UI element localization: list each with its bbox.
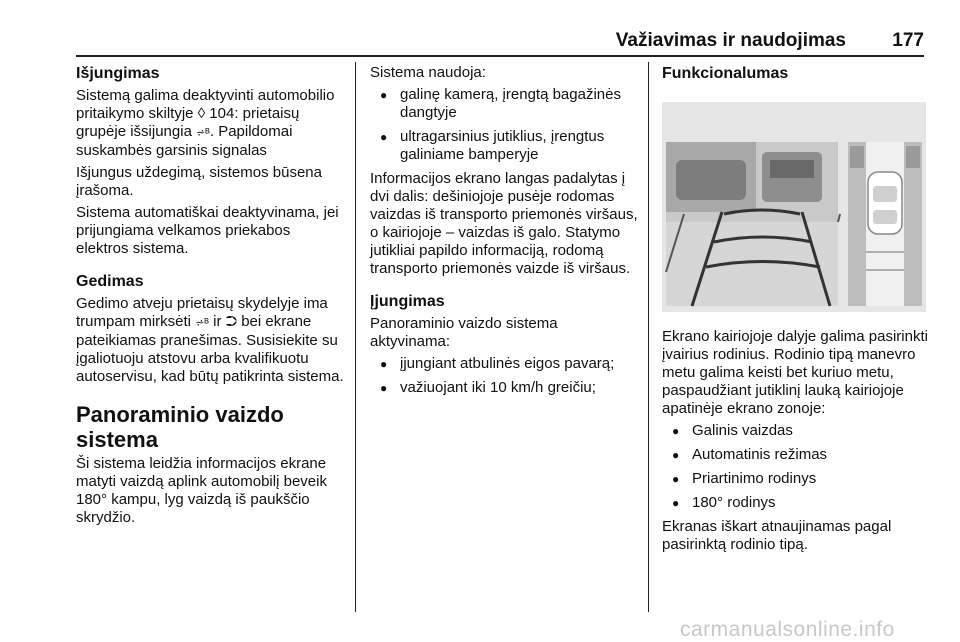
paragraph-panoramic-intro: Ši sistema leidžia informacijos ekrane matyti vaizdą aplink automobilį beveik 180° kampu, lyg vaizdą iš paukščio skrydžio.	[76, 455, 327, 526]
paragraph-activation: Panoraminio vaizdo sistema aktyvinama:	[370, 315, 558, 350]
rear-camera-view	[666, 142, 840, 306]
paragraph-screen-update: Ekranas iškart atnaujinamas pagal pasirinktą rodinio tipą.	[662, 518, 892, 553]
text-run: Gedimo atveju prietaisų skydelyje ima trumpam mirksėti	[76, 295, 328, 330]
list-item: ● Automatinis režimas	[662, 446, 932, 464]
paragraph-ignition: Išjungus uždegimą, sistemos būsena įrašoma.	[76, 164, 322, 199]
watermark-text: carmanualsonline.info	[680, 618, 895, 641]
paragraph-view-selection: Ekrano kairiojoje dalyje galima pasirinkti įvairius rodinius. Rodinio tipą manevro metu galima keisti bet kuriuo metu, paspaudžiant jutiklinį lauką kairiojoje apatinėje ekrano zonoje:	[662, 328, 928, 417]
column-divider	[648, 62, 649, 612]
page-header	[76, 30, 924, 56]
panoramic-display-image	[662, 102, 926, 312]
service-vehicle-icon: ⮊	[225, 313, 238, 330]
heading-deactivation: Išjungimas	[76, 65, 160, 82]
text-run: Sistemą galima deaktyvinti automobilio pritaikymo skiltyje	[76, 87, 335, 122]
column-3	[662, 64, 932, 558]
parking-assist-icon: ⩫ᴮ	[196, 127, 210, 139]
page-reference-icon: ◊	[197, 105, 206, 122]
header-rule	[76, 55, 924, 57]
heading-fault: Gedimas	[76, 273, 144, 290]
paragraph-deactivation	[76, 87, 344, 160]
paragraph-display-split: Informacijos ekrano langas padalytas į dvi dalis: dešiniojoje pusėje rodomas vaizdas iš transporto priemonės viršaus, o kairiojoje – vaizdas iš galo. Statymo jutikliai papildo informaciją, rodomą transporto priemonės vaizde iš viršaus.	[370, 170, 638, 277]
list-item: ● važiuojant iki 10 km/h greičiu;	[370, 379, 638, 397]
list-item: ● ultragarsinius jutiklius, įrengtus galiniame bamperyje	[370, 128, 638, 164]
paragraph-trailer: Sistema automatiškai deaktyvinama, jei prijungiama velkamos priekabos elektros sistema.	[76, 204, 339, 257]
paragraph-fault	[76, 295, 344, 386]
heading-activation: Įjungimas	[370, 293, 445, 310]
heading-panoramic-system: Panoraminio vaizdo sistema	[76, 402, 284, 452]
text-run: 104: prietaisų grupėje išsijungia	[76, 105, 300, 140]
page-number: 177	[892, 30, 924, 51]
list-item: ● Galinis vaizdas	[662, 422, 932, 440]
paragraph-system-uses: Sistema naudoja:	[370, 64, 486, 81]
text-run: . Papildomai suskambės garsinis signalas	[76, 123, 293, 159]
panoramic-view-illustration	[662, 102, 926, 312]
heading-functionality: Funkcionalumas	[662, 65, 789, 82]
text-run: ir	[208, 313, 226, 330]
top-down-view	[848, 142, 922, 306]
list-item: ● Priartinimo rodinys	[662, 470, 932, 488]
column-divider	[355, 62, 356, 612]
list-item: ● galinę kamerą, įrengtą bagažinės dangtyje	[370, 86, 638, 122]
bullet-list-components	[370, 86, 638, 164]
text-run: bei ekrane pateikiamas pranešimas. Susisiekite su įgaliotuoju atstovu arba kvalifikuotu autoservisu, kad būtų patikrinta sistema.	[76, 313, 344, 385]
bullet-list-activation	[370, 355, 638, 397]
parking-assist-icon: ⩫ᴮ	[195, 317, 209, 329]
column-2	[370, 64, 638, 403]
list-item: ● įjungiant atbulinės eigos pavarą;	[370, 355, 638, 373]
chapter-title: Važiavimas ir naudojimas	[615, 30, 846, 51]
list-item: ● 180° rodinys	[662, 494, 932, 512]
column-1	[76, 64, 344, 531]
bullet-list-view-types	[662, 422, 932, 512]
